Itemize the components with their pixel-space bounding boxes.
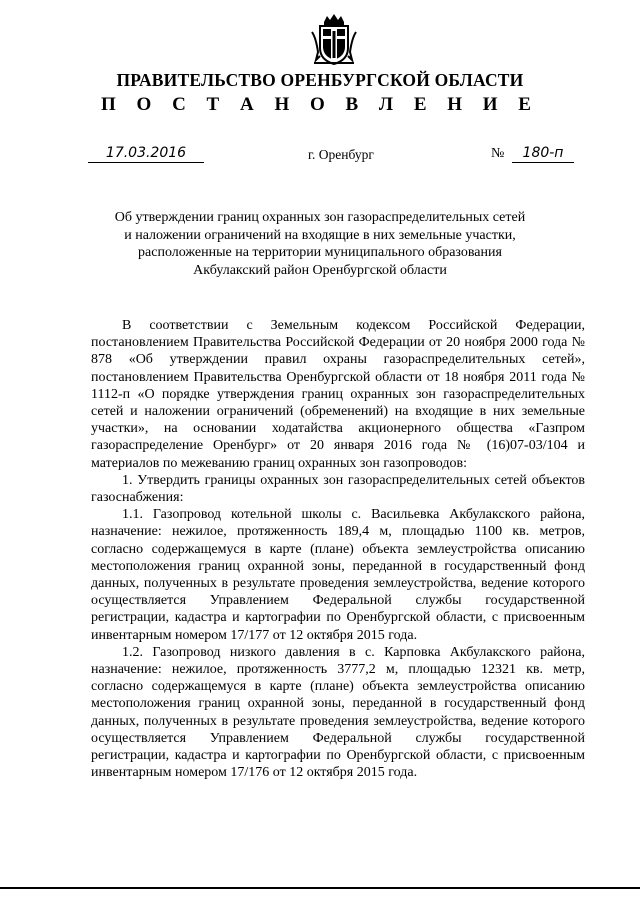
document-number: 180-п	[512, 144, 574, 163]
body-paragraph: В соответствии с Земельным кодексом Российской Федерации, постановлением Правительства Российской Федерации от 20 ноября 2000 года № 878 «Об утверждении правил охраны газораспределительных сетей», постановлением Правительства Оренбургской области от 18 ноября 2011 года № 1112-п «О порядке утверждения границ охранных зон газораспределительных сетей и наложении ограничений (обременений) на входящие в них земельные участки», на основании ходатайства акционерного общества «Газпром газораспределение Оренбург» от 20 января 2016 года № (16)07-03/104 и материалов по межеванию границ охранных зон газопроводов:	[91, 318, 585, 471]
bottom-rule	[0, 887, 640, 889]
document-subject	[100, 209, 540, 279]
body-paragraph: 1. Утвердить границы охранных зон газораспределительных сетей объектов газоснабжения:	[91, 472, 585, 506]
document-number-label: №	[491, 146, 505, 161]
document-body	[91, 317, 585, 781]
subject-line: и наложении ограничений на входящие в них земельные участки,	[124, 227, 516, 243]
document-city: г. Оренбург	[308, 147, 374, 162]
subject-line: Акбулакский район Оренбургской области	[193, 262, 447, 278]
body-paragraph: 1.1. Газопровод котельной школы с. Васильевка Акбулакского района, назначение: нежилое, протяженность 189,4 м, площадью 1100 кв. метров, согласно содержащемуся в карте (плане) объекта землеустройства описанию местоположения границ охранной зоны, переданной в государственный фонд данных, полученных в результате проведения землеустройства, ведение которого осуществляется Управлением Федеральной службы государственной регистрации, кадастра и картографии по Оренбургской области, с присвоенным инвентарным номером 17/177 от 12 октября 2015 года.	[91, 507, 585, 643]
oblast-coat-of-arms-icon	[310, 12, 358, 66]
document-date: 17.03.2016	[88, 144, 204, 163]
government-title: ПРАВИТЕЛЬСТВО ОРЕНБУРГСКОЙ ОБЛАСТИ	[116, 70, 524, 90]
subject-line: Об утверждении границ охранных зон газораспределительных сетей	[114, 210, 526, 225]
body-paragraph: 1.2. Газопровод низкого давления в с. Карповка Акбулакского района, назначение: нежилое, протяженность 3777,2 м, площадью 12321 кв. метр, согласно содержащемуся в карте (плане) объекта землеустройства описанию местоположения границ охранной зоны, переданной в государственный фонд данных, полученных в результате проведения землеустройства, ведение которого осуществляется Управлением Федеральной службы государственной регистрации, кадастра и картографии по Оренбургской области, с присвоенным инвентарным номером 17/176 от 12 октября 2015 года.	[91, 644, 585, 781]
subject-line: расположенные на территории муниципального образования	[138, 245, 502, 260]
document-type-title: П О С Т А Н О В Л Е Н И Е	[101, 94, 539, 115]
